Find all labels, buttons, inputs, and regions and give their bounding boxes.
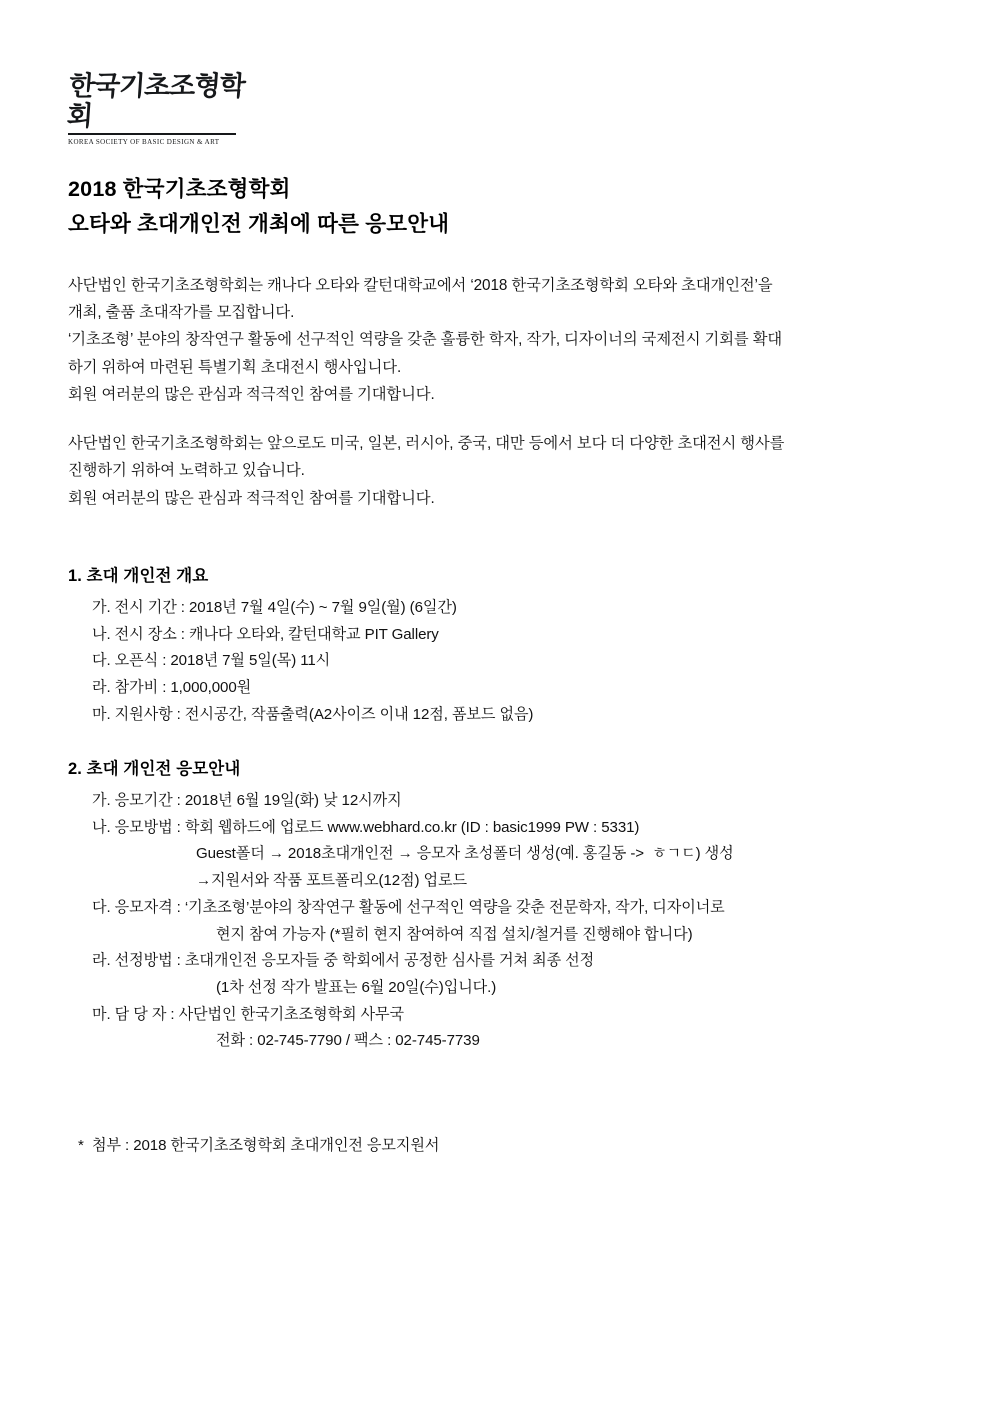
logo-subtitle: KOREA SOCIETY OF BASIC DESIGN & ART [68, 137, 220, 146]
intro-text [68, 272, 924, 512]
section-overview [68, 562, 938, 729]
intro-paragraph-1: 사단법인 한국기초조형학회는 캐나다 오타와 칼턴대학교에서 ‘2018 한국기초조형학회 오타와 초대개인전’을 [68, 277, 773, 294]
intro-paragraph-5: 회원 여러분의 많은 관심과 적극적인 참여를 기대합니다. [68, 385, 435, 403]
intro-paragraph-7: 진행하기 위하여 노력하고 있습니다. [68, 462, 305, 480]
list-subitem: →지원서와 작품 포트폴리오(12점) 업로드 [196, 872, 467, 890]
intro-paragraph-8: 회원 여러분의 많은 관심과 적극적인 참여를 기대합니다. [68, 489, 435, 507]
logo-underline [68, 133, 236, 135]
intro-paragraph-4: 하기 위하여 마련된 특별기획 초대전시 행사입니다. [68, 358, 402, 376]
list-item: 다. 응모자격 : ‘기초조형’분야의 창작연구 활동에 선구적인 역량을 갖춘 전문학자, 작가, 디자이너로 [92, 898, 725, 916]
list-item: 가. 전시 기간 : 2018년 7월 4일(수) ~ 7월 9일(월) (6일간) [92, 599, 457, 616]
title-line-2: 오타와 초대개인전 개최에 따른 응모안내 [68, 211, 450, 236]
list-subitem: Guest폴더 → 2018초대개인전 → 응모자 초성폴더 생성(예. 홍길동 -> ㅎㄱㄷ) 생성 [196, 845, 734, 863]
list-subitem: 현지 참여 가능자 (*필히 현지 참여하여 직접 설치/철거를 진행해야 합니다) [216, 925, 693, 943]
intro-paragraph-3: ‘기초조형’ 분야의 창작연구 활동에 선구적인 역량을 갖춘 훌륭한 학자, 작가, 디자이너의 국제전시 기회를 확대 [68, 331, 783, 349]
list-item: 라. 선정방법 : 초대개인전 응모자들 중 학회에서 공정한 심사를 거쳐 최종 선정 [92, 952, 595, 970]
list-item: 다. 오픈식 : 2018년 7월 5일(목) 11시 [92, 652, 331, 670]
paragraph-spacer [68, 408, 924, 430]
list-subitem: (1차 선정 작가 발표는 6월 20일(수)입니다.) [216, 978, 497, 996]
list-item: 마. 지원사항 : 전시공간, 작품출력(A2사이즈 이내 12점, 폼보드 없음) [92, 705, 534, 723]
list-item: 나. 전시 장소 : 캐나다 오타와, 칼턴대학교 PIT Gallery [92, 625, 439, 643]
intro-paragraph-2: 개최, 출품 초대작가를 모집합니다. [68, 304, 295, 322]
society-logo [65, 71, 268, 146]
attachment-note: * 첨부 : 2018 한국기초조형학회 초대개인전 응모지원서 [78, 1137, 440, 1154]
page-title [68, 172, 928, 242]
title-line-1: 2018 한국기초조형학회 [68, 177, 291, 201]
list-item: 마. 담 당 자 : 사단법인 한국기초조형학회 사무국 [92, 1005, 404, 1023]
list-item: 나. 응모방법 : 학회 웹하드에 업로드 www.webhard.co.kr (ID : basic1999 PW : 5331) [92, 818, 640, 836]
list-item: 가. 응모기간 : 2018년 6월 19일(화) 낮 12시까지 [92, 792, 402, 809]
list-item: 라. 참가비 : 1,000,000원 [92, 679, 252, 697]
section-application [68, 755, 938, 1055]
section-overview-heading: 1. 초대 개인전 개요 [68, 567, 209, 585]
intro-paragraph-6: 사단법인 한국기초조형학회는 앞으로도 미국, 일본, 러시아, 중국, 대만 등에서 보다 더 다양한 초대전시 행사를 [68, 435, 785, 453]
logo-wordmark: 한국기초조형학회 [65, 71, 246, 132]
section-application-heading: 2. 초대 개인전 응모안내 [68, 760, 241, 778]
list-subitem: 전화 : 02-745-7790 / 팩스 : 02-745-7739 [216, 1032, 480, 1050]
